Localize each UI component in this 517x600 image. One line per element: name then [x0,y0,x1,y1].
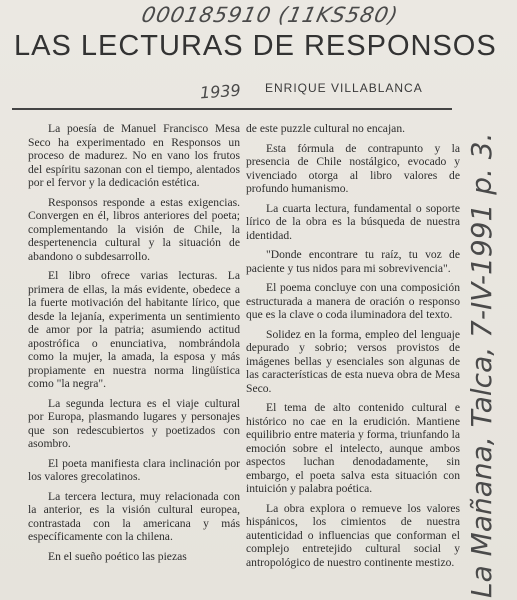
paragraph: El libro ofrece varias lecturas. La primera de ellas, la más evidente, obedece a la fuerte motivación del habitante lírico, que desde la lejanía, experimenta un sentimiento de amor por la patria; asumiendo actitud apostrófica o enunciativa, nombrándola como la mujer, la amada, la esposa y más propiamente en nuestra norma lingüística como "la negra". [28,269,240,390]
paragraph: "Donde encontrare tu raíz, tu voz de paciente y tus nidos para mi sobrevivencia". [246,248,460,275]
paragraph: En el sueño poético las piezas [48,549,187,563]
article-column-1 [28,122,240,569]
paragraph: de este puzzle cultural no encajan. [246,122,406,135]
paragraph: La cuarta lectura, fundamental o soporte lírico de la obra es la búsqueda de nuestra identidad. [246,201,460,242]
title-rule [12,108,452,110]
paragraph: La tercera lectura, muy relacionada con la anterior, es la visión cultural europea, contrastada con la americana y más específicamente con la chilena. [28,489,240,543]
year-annotation: 1939 [199,80,242,103]
paragraph: Responsos responde a estas exigencias. Convergen en él, libros anteriores del poeta; complementando la visión de Chile, la despertenencia cultural y la situación de abandono o subdesarrollo. [28,195,240,263]
paragraph: El poema concluye con una composición estructurada a manera de oración o responso que es la clave o coda iluminadora del texto. [246,281,460,321]
article-column-2 [246,122,460,575]
paragraph: La poesía de Manuel Francisco Mesa Seco ha experimentado en Responsos un proceso de madurez. No en vano los frutos del espíritu sazonan con el tiempo, alentados por el fervor y la dedicación estética. [28,122,240,189]
paragraph: La segunda lectura es el viaje cultural por Europa, plasmando lugares y personajes que son redescubiertos y poetizados con asombro. [28,396,240,450]
paragraph: El tema de alto contenido cultural e histórico no cae en la erudición. Mantiene equilibrio entre materia y forma, triunfando la emoción sobre el intelecto, aunque ambos aspectos luchan denodadamente, sin embargo, el poeta salva esta situación con intuición y palabra poética. [246,401,460,495]
article-author: ENRIQUE VILLABLANCA [265,81,423,95]
paragraph: Solidez en la forma, empleo del lenguaje depurado y sobrio; versos provistos de imágenes bellas y esenciales son algunas de las características de esta nueva obra de Mesa Seco. [246,327,460,395]
paragraph: El poeta manifiesta clara inclinación por los valores grecolatinos. [28,456,240,483]
catalog-number-annotation: 000185910 (11KS580) [139,3,401,27]
paragraph: Esta fórmula de contrapunto y la presencia de Chile nostálgico, evocado y vivenciado otorga al libro valores de profundo humanismo. [246,141,460,195]
paragraph: La obra explora o remueve los valores hispánicos, los cimientos de nuestra autenticidad o influencias que conforman el complejo entretejido cultural social y antropológico de nuestro continente mestizo. [246,501,460,569]
article-title: LAS LECTURAS DE RESPONSOS [14,30,497,62]
source-date-annotation: La Mañana, Talca, 7-IV-1991 p. 3. [465,132,498,598]
